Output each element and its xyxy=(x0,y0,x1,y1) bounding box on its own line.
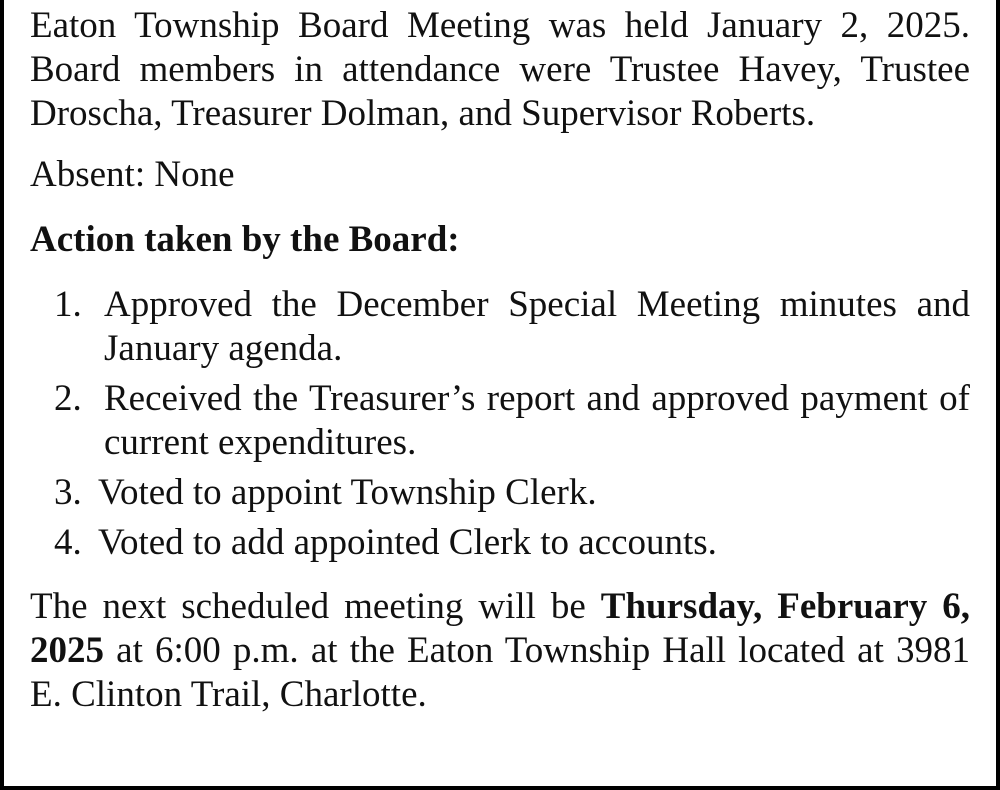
action-item xyxy=(30,283,970,371)
action-text: Voted to add appointed Clerk to accounts. xyxy=(98,522,717,563)
next-meeting-date: Thursday, February 6, 2025 xyxy=(30,586,970,671)
action-number: 1. xyxy=(54,284,82,325)
actions-list xyxy=(30,283,970,565)
action-text: Voted to appoint Township Clerk. xyxy=(98,472,597,513)
action-item xyxy=(30,377,970,465)
action-text: Approved the December Special Meeting minutes and January agenda. xyxy=(104,284,970,369)
action-item xyxy=(30,521,970,565)
actions-heading: Action taken by the Board: xyxy=(30,219,460,260)
absent-line: Absent: None xyxy=(30,154,235,195)
action-number: 3. xyxy=(54,472,82,513)
action-number: 2. xyxy=(54,378,82,419)
action-text: Received the Treasurer’s report and approved payment of current expenditures. xyxy=(104,378,970,463)
next-meeting-lead: The next scheduled meeting will be xyxy=(30,586,601,627)
action-item xyxy=(30,471,970,515)
meeting-summary: Eaton Township Board Meeting was held January 2, 2025. Board members in attendance were Trustee Havey, Trustee Droscha, Treasurer Dolman, and Supervisor Roberts. xyxy=(30,5,970,134)
next-meeting-details: at 6:00 p.m. at the Eaton Township Hall located at 3981 E. Clinton Trail, Charlotte. xyxy=(30,630,970,715)
next-meeting xyxy=(30,585,970,717)
action-number: 4. xyxy=(54,522,82,563)
